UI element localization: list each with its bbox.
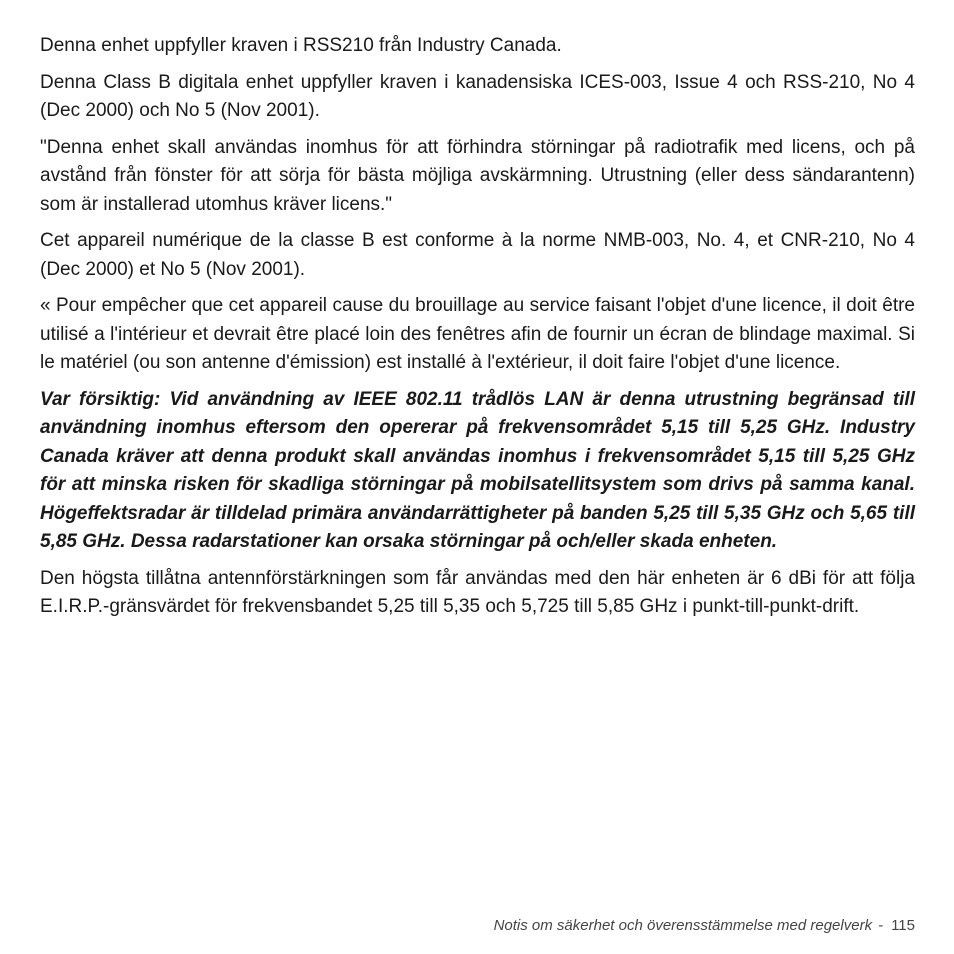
paragraph-antenna-gain: Den högsta tillåtna antennförstärkningen som får användas med den här enheten är 6 dBi för att följa E.I.R.P.-gränsvärdet för frekvensbandet 5,25 till 5,35 och 5,725 till 5,85 GHz i punkt-till-punkt-drift. xyxy=(40,567,915,617)
footer-section-title: Notis om säkerhet och överensstämmelse med regelverk xyxy=(493,917,873,934)
paragraph-class-b-ices: Denna Class B digitala enhet uppfyller kraven i kanadensiska ICES-003, Issue 4 och RSS-210, No 4 (Dec 2000) och No 5 (Nov 2001). xyxy=(40,71,915,121)
page-number: 115 xyxy=(891,917,915,934)
paragraph-caution-wireless-lan: Var försiktig: Vid användning av IEEE 802.11 trådlös LAN är denna utrustning begränsad till användning inomhus eftersom den opererar på frekvensområdet 5,15 till 5,25 GHz. Industry Canada kräver att denna produkt skall användas inomhus i frekvensområdet 5,15 till 5,25 GHz för att minska risken för skadliga störningar på mobilsatellitsystem som drivs på samma kanal. Högeffektsradar är tilldelad primära användarrättigheter på banden 5,25 till 5,35 GHz och 5,65 till 5,85 GHz. Dessa radarstationer kan orsaka störningar på och/eller skada enheten. xyxy=(40,388,915,552)
paragraph-rss210-compliance: Denna enhet uppfyller kraven i RSS210 från Industry Canada. xyxy=(40,35,562,56)
footer-separator: - xyxy=(878,917,884,934)
paragraph-classe-b-french: Cet appareil numérique de la classe B est conforme à la norme NMB-003, No. 4, et CNR-210, No 4 (Dec 2000) et No 5 (Nov 2001). xyxy=(40,230,915,280)
document-page xyxy=(40,32,915,630)
page-footer xyxy=(494,917,915,934)
paragraph-indoor-use-french: « Pour empêcher que cet appareil cause du brouillage au service faisant l'objet d'une licence, il doit être utilisé a l'intérieur et devrait être placé loin des fenêtres afin de fournir un écran de blindage maximal. Si le matériel (ou son antenne d'émission) est installé à l'extérieur, il doit faire l'objet d'une licence. xyxy=(40,295,915,373)
paragraph-indoor-use-swedish: "Denna enhet skall användas inomhus för att förhindra störningar på radiotrafik med licens, och på avstånd från fönster för att sörja för bästa möjliga avskärmning. Utrustning (eller dess sändarantenn) som är installerad utomhus kräver licens." xyxy=(40,136,915,215)
